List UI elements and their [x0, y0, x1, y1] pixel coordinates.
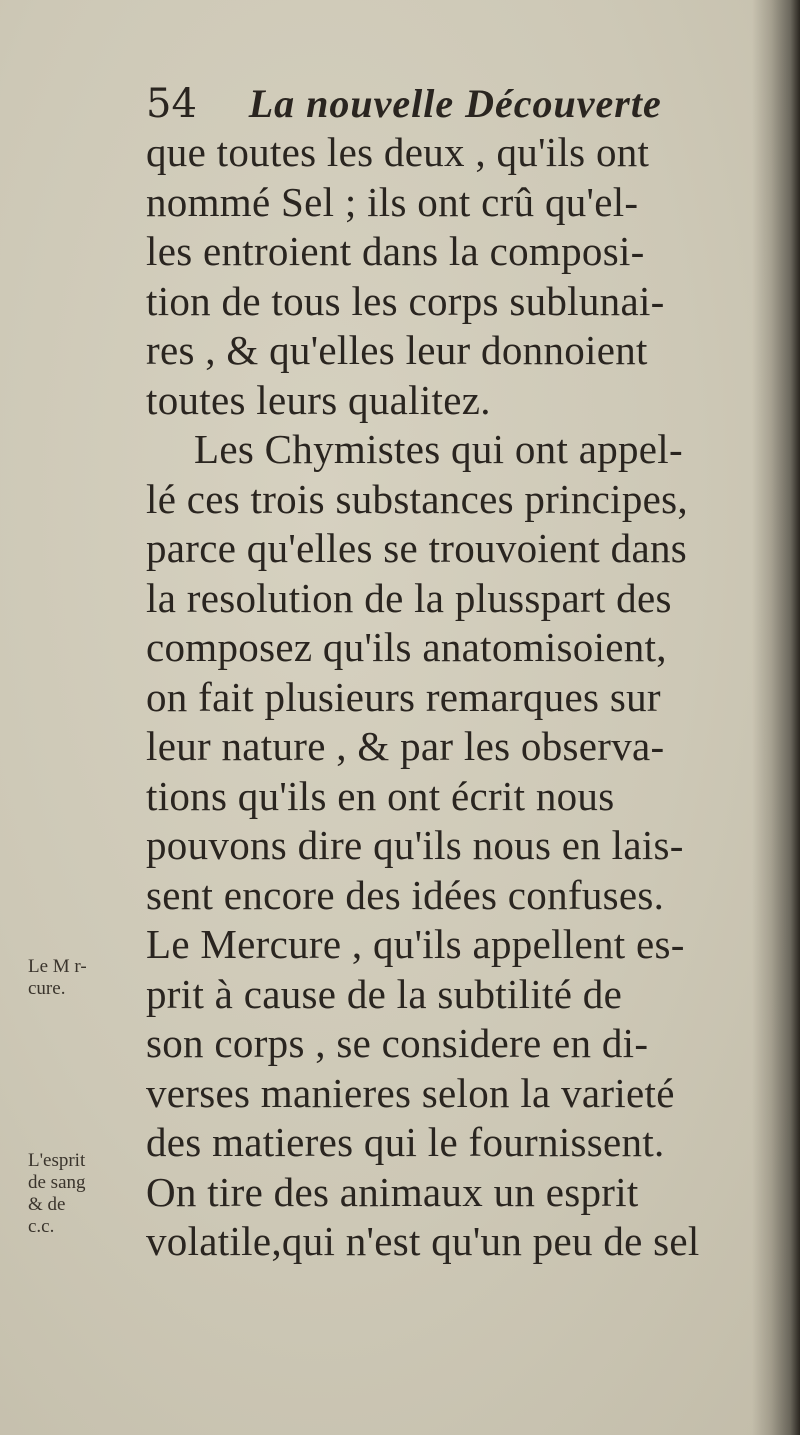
text-line: son corps , se considere en di-	[146, 1020, 649, 1066]
text-line: des matieres qui le fournissent.	[146, 1119, 665, 1165]
text-line: parce qu'elles se trouvoient dans	[146, 525, 687, 571]
margin-note-line: Le M r-	[28, 956, 87, 977]
text-line: tions qu'ils en ont écrit nous	[146, 772, 615, 819]
text-line: prit à cause de la subtilité de	[146, 970, 623, 1017]
text-line: les entroient dans la composi-	[146, 228, 645, 274]
margin-note-line: de sang	[28, 1172, 86, 1193]
text-line: toutes leurs qualitez.	[146, 376, 491, 423]
text-line: leur nature , & par les observa-	[146, 723, 665, 769]
margin-note-mercure	[28, 956, 128, 1000]
margin-note-line: L'esprit	[28, 1150, 86, 1171]
margin-note-line: cure.	[28, 978, 66, 999]
text-line: composez qu'ils anatomisoient,	[146, 624, 667, 670]
text-line: Les Chymistes qui ont appel-	[194, 426, 683, 472]
page-header	[146, 76, 746, 132]
text-line: res , & qu'elles leur donnoient	[146, 327, 648, 373]
text-line: nommé Sel ; ils ont crû qu'el-	[146, 178, 639, 225]
text-line: tion de tous les corps sublunai-	[146, 277, 665, 324]
margin-note-line: & de	[28, 1194, 66, 1215]
page-number: 54	[146, 81, 197, 127]
text-line: Le Mercure , qu'ils appellent es-	[146, 921, 685, 967]
text-line: pouvons dire qu'ils nous en lais-	[146, 822, 684, 868]
running-title: La nouvelle Découverte	[248, 81, 662, 126]
body-text	[146, 128, 766, 1267]
text-line: on fait plusieurs remarques sur	[146, 673, 661, 720]
margin-note-line: c.c.	[28, 1216, 55, 1237]
text-line: On tire des animaux un esprit	[146, 1168, 639, 1215]
text-line: lé ces trois substances principes,	[146, 475, 688, 522]
text-line: que toutes les deux , qu'ils ont	[146, 129, 650, 175]
margin-note-esprit	[28, 1150, 128, 1238]
text-line: sent encore des idées confuses.	[146, 871, 665, 918]
text-line: verses manieres selon la varieté	[146, 1069, 675, 1116]
text-line: volatile,qui n'est qu'un peu de sel	[146, 1218, 700, 1264]
text-line: la resolution de la plusspart des	[146, 574, 672, 621]
